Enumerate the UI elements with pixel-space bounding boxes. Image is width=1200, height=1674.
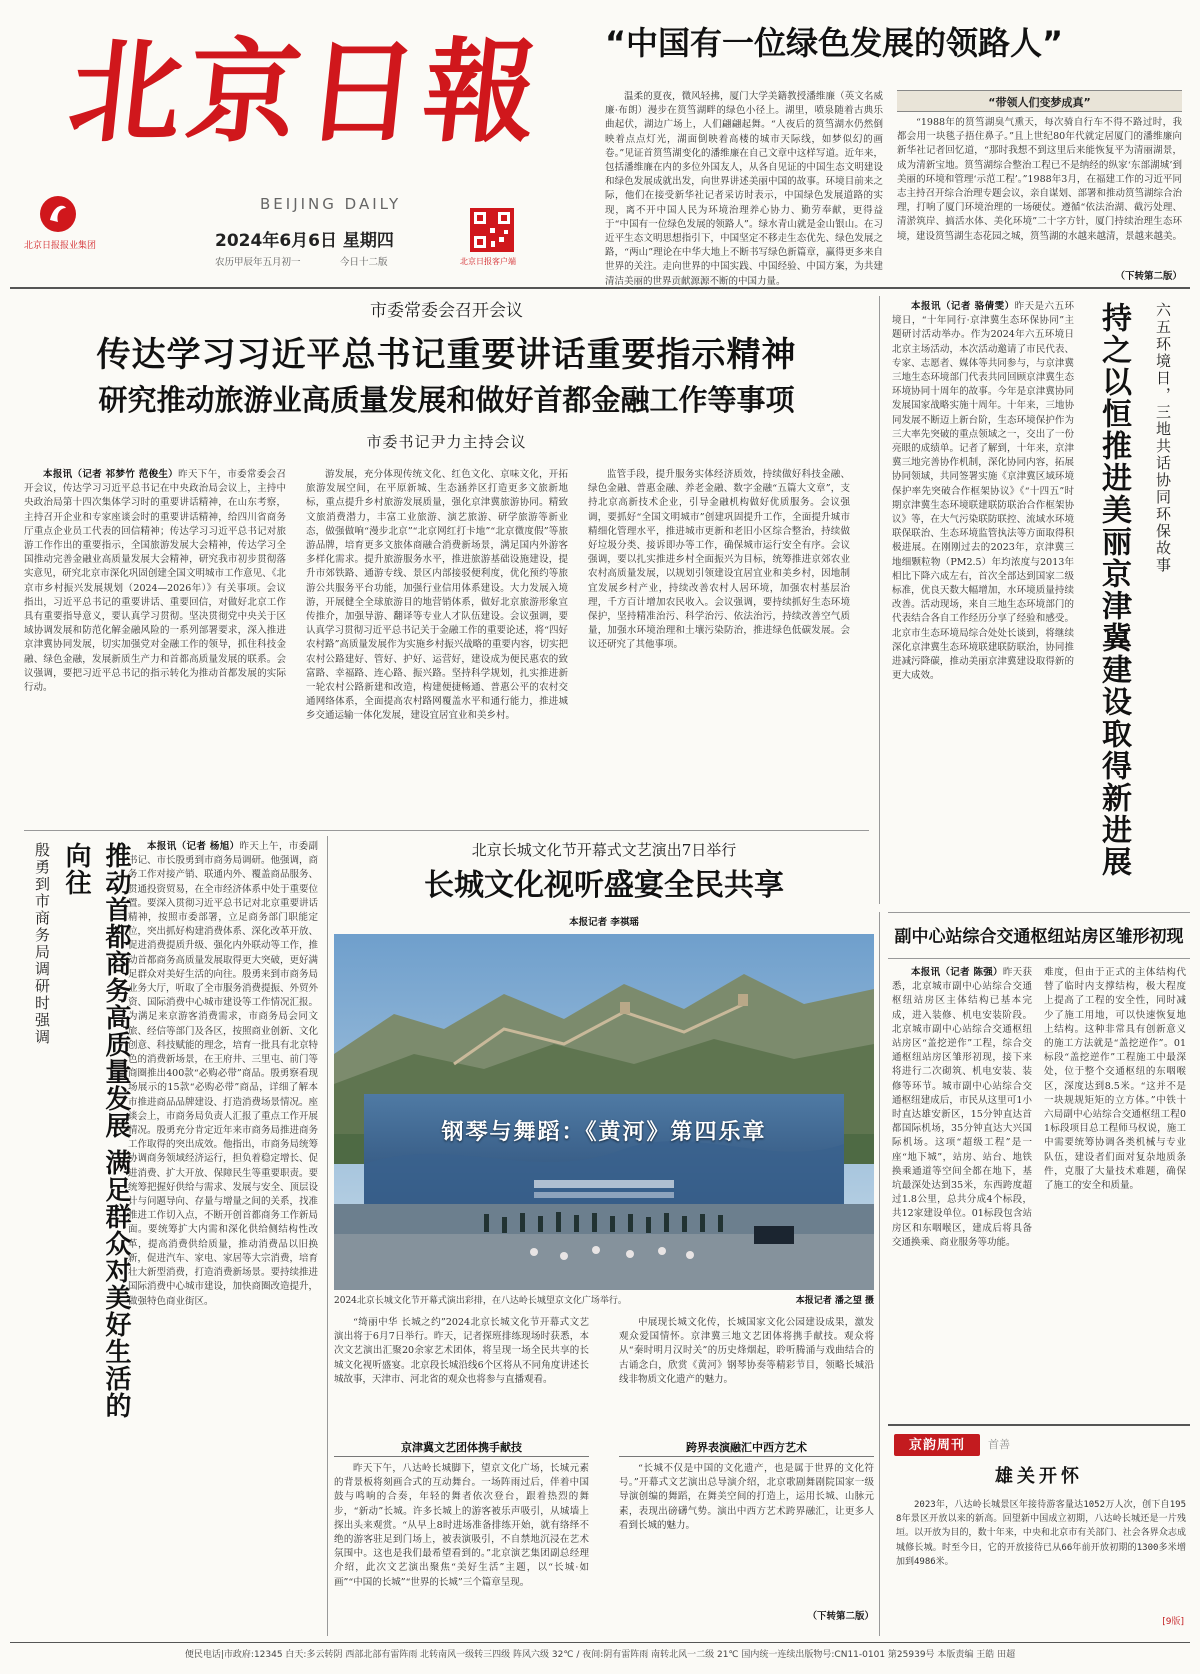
feature-column-1	[334, 1316, 589, 1632]
side-story	[888, 296, 1190, 906]
feature-kicker: 北京长城文化节开幕式文艺演出7日举行	[471, 841, 737, 859]
feature-byline: 本报记者 李祺瑶	[569, 917, 639, 928]
masthead	[10, 8, 570, 280]
side-story-kicker: 六五环境日，三地共话协同环保故事	[1154, 302, 1172, 574]
hub-story-body-right: 难度，但由于正式的主体结构代替了临时内支撑结构，极大程度上提高了工程的安全性，同时减少了施工用地，可以快速恢复地上结构。这种非常具有创新意义的施工方法就是“盖挖逆作”。01标段“盖挖逆作”工程施工中最深处，位于整个交通枢纽的东咽喉区，深度达到8.5米。“这并不是一块规规矩矩的立方体。”中铁十六局副中心站综合交通枢纽工程01标段项目总工程师马权说，施工中需要统筹协调各类机械与专业队伍，建设者们面对复杂地质条件，克服了大量技术难题，确保了施工的安全和质量。	[1044, 967, 1186, 1192]
side-story-byline: 本报讯（记者 骆倩雯）	[911, 301, 1015, 312]
column-box-headline: 雄关开怀	[995, 1466, 1083, 1487]
top-story-subhead-text: “带领人们变梦成真”	[988, 96, 1091, 109]
side-story-body	[892, 300, 1074, 900]
column-box	[888, 1424, 1190, 1638]
masthead-divider	[10, 287, 1190, 289]
right-mid-divider	[888, 912, 1190, 913]
left-story	[24, 836, 324, 1636]
footer-line: 便民电话|市政府:12345 白天:多云转阴 西部北部有雷阵雨 北转南风一级转三四级 阵风六级 32℃ / 夜间:阴有雷阵雨 南转北风一二级 21℃ 国内统一连续出版物号:CN11-0101 第25939号 本版责编 王皓 田超	[184, 1650, 1016, 1660]
lead-right-divider	[879, 296, 880, 904]
group-emblem-icon	[38, 194, 78, 234]
hub-story-body-left	[892, 966, 1032, 1402]
side-story-body-text: 昨天是六五环境日，“十年同行·京津冀生态环保协同”主题研讨活动举办。作为2024年六五环境日北京主场活动，本次活动邀请了市民代表、专家、志愿者、媒体等共同参与，与京津冀三地生态环境部门代表共同回顾京津冀生态环境协同十周年的故事。今年是京津冀协同发展国家战略实施十周年。十年来，三地协同发展不断迈上新台阶，生态环境保护作为三大率先突破的重点领域之一，交出了一份亮眼的成绩单。记者了解到，十年来，京津冀三地完善协作机制，深化协同内容，拓展协同领域，共同签署实施《京津冀区域环境保护率先突破合作框架协议》《“十四五”时期京津冀生态环境联建联防联治合作框架协议》等，在大气污染联防联控、流域水环境联保联治、生态环境监管执法等方面取得积极进展。在刚刚过去的2023年，京津冀三地细颗粒物（PM2.5）年均浓度与2013年相比下降六成左右，首次全部达到国家二级标准，优良天数大幅增加，水环境质量持续改善。活动现场，来自三地生态环境部门的代表结合各自工作经历分享了经验和感受。北京市生态环境局综合处处长谈到，将继续深化京津冀生态环境联建联防联治，协同推进减污降碳，推动美丽京津冀建设取得新的更大成效。	[892, 301, 1074, 682]
feature-column-1-text: “绮丽中华 长城之约”2024北京长城文化节开幕式文艺演出将于6月7日举行。昨天，记者探班排练现场时获悉，本次文艺演出汇聚20余家艺术团体，将呈现一场全民共享的长城文化视听盛宴。北京段长城沿线6个区将从不同角度讲述长城故事，天津市、河北省的观众也将参与直播观看。	[334, 1317, 589, 1385]
lead-column-3: 监管手段，提升服务实体经济质效，持续做好科技金融、绿色金融、普惠金融、养老金融、数字金融“五篇大文章”，支持北京高新技术企业，引导金融机构做好优质服务。会议强调，要抓好“全国文明城市”创建巩固提升工作，全面提升城市精细化管理水平，推进城市更新和老旧小区综合整治，持续做好垃圾分类、接诉即办等工作，确保城市运行安全有序。会议强调，要以扎实推进乡村全面振兴为目标，统筹推进京郊农业农村高质量发展，以规划引领建设宜居宜业和美乡村，因地制宜发展乡村产业，持续改善农村人居环境，加强农村基层治理，千方百计增加农民收入。会议强调，要持续抓好生态环境保护，坚持精准治污、科学治污、依法治污，持续改善空气质量，加强水环境治理和土壤污染防治，推进绿色低碳发展。会议还研究了其他事项。	[588, 469, 850, 651]
feature-headline: 长城文化视听盛宴全民共享	[424, 868, 784, 903]
feature-continued: （下转第二版）	[807, 1611, 874, 1622]
feature-column-1b-text: 昨天下午，八达岭长城脚下，望京文化广场，长城元素的背景板将刻画合式的互动舞台。一场阵雨过后，伴着中国鼓与鸣响的合奏，年轻的舞者依次登台，跟着热烈的舞步，“新动”长城。许多长城上的游客被乐声吸引，从城墙上探出头来观赏。“从早上8时进场准备排练开始，就有络绎不绝的游客驻足到门场上，被表演吸引，不自禁地沉浸在艺术氛围中。这也是我们最希望看到的。”北京演艺集团副总经理介绍，此次文艺演出聚焦“美好生活”主题，以“长城·如画”“中国的长城”“世界的长城”三个篇章呈现。	[334, 1463, 589, 1588]
side-story-headline: 持之以恒推进美丽京津冀建设取得新进展	[1096, 302, 1131, 878]
feature-subhead-2	[619, 1436, 874, 1457]
lead-kicker: 市委常委会召开会议	[370, 301, 523, 321]
column-box-body: 2023年，八达岭长城景区年接待游客量达1052万人次，创下自1958年景区开放以来的新高。回望新中国成立初期，八达岭长城还是一片残垣。以开放为目的，数十年来，中央和北京市有关部门、社会各界众志成城修长城。时至今日，它的开放接待已从66年前开放初期的1300多米增加到4986米。	[896, 1500, 1186, 1567]
lead-story	[24, 296, 869, 826]
mid-divider	[24, 830, 869, 831]
top-story-headline: “中国有一位绿色发展的领路人”	[605, 24, 1064, 62]
top-story-body-left: 温柔的夏夜，微风轻拂，厦门大学美籍教授潘维廉（英文名威廉·布朗）漫步在筼筜湖畔的绿色小径上。湖里，喷泉随着古典乐曲起伏，湖边广场上，人们翩翩起舞。“人夜后的筼筜湖水仍然倒映着点点灯光，湖面倒映着高楼的城市天际线，如梦似幻的画卷。”见证首筼筜湖变化的潘维廉在自己文章中这样写道。近年来，包括潘维廉在内的多位外国友人，从各自见证的中国生态文明建设和绿色发展成就出发，向世界讲述美丽中国的故事。环境目前来之际，他们在接受新华社记者采访时表示，中国绿色发展道路的实现，离不开中国人民为环境治理养心协力、勤劳奉献，更得益于“中国有一位绿色发展的领路人”。绿水青山就是金山银山。在习近平生态文明思想指引下，中国坚定不移走生态优先、绿色发展之路，“两山”理论在中华大地上不断书写绿色新篇章，赢得更多来自世界的关注。走向世界的中国实践、中国经验、中国方案，为共建清洁美丽的世界贡献源源不断的中国力量。	[605, 91, 883, 287]
qr-code[interactable]	[470, 208, 514, 252]
top-story	[605, 14, 1187, 287]
lead-column-1	[24, 468, 286, 814]
left-story-body-text: 昨天上午，市委副书记、市长殷勇到市商务局调研。他强调，商务工作对接产销、联通内外、覆盖商品服务、贯通投资贸易，在全市经济体系中处于重要位置。要深入贯彻习近平总书记对北京重要讲话精神，按照市委部署，立足商务部门职能定位，突出抓好构建消费体系、深化改革开放、促进消费提质升级、强化内外联动等工作，推动首都商务高质量发展取得更大突破，更好满足群众对美好生活的向往。殷勇来到市商务局业务大厅，听取了全市服务消费提振、外贸外资、国际消费中心城市建设等工作情况汇报。为满足来京游客消费需求，市商务局会同文旅、经信等部门及各区，按照商业创新、文化创意、科技赋能的理念，培育一批具有北京特色的消费新场景，在王府井、三里屯、前门等商圈推出400款“必购必带”商品。殷勇察看现场展示的15款“必购必带”商品，详细了解本市推进商品品牌建设、打造消费场景情况。座谈会上，市商务局负责人汇报了重点工作开展情况。殷勇充分肯定近年来市商务局推进商务工作取得的突出成效。他指出，市商务局统筹协调商务领域经济运行，担负着稳定增长、促进消费、扩大开放、保障民生等重要职责。要统筹把握好供给与需求、发展与安全、顶层设计与问题导向、存量与增量之间的关系，找准推进工作切入点，不断开创首都商务工作新局面。要统筹扩大内需和深化供给侧结构性改革，提高消费供给质量，推动消费品以旧换新，促进汽车、家电、家居等大宗消费，培育壮大新型消费，打造消费新场景。要持续推进国际消费中心城市建设，加快商圈改造提升，做强特色商业街区。	[128, 841, 319, 1307]
feature-photo-credit: 本报记者 潘之望 摄	[795, 1296, 874, 1306]
lead-headline-line-2: 研究推动旅游业高质量发展和做好首都金融工作等事项	[98, 383, 795, 417]
feature-column-2b-text: “长城不仅是中国的文化遗产，也是属于世界的文化符号。”开幕式文艺演出总导演介绍，北京歌剧舞剧院国家一级导演创编的舞蹈，在舞美空间的打造上，运用长城、山脉元素，表现出磅礴气势。演出中西方艺术跨界融汇，让更多人看到长城的魅力。	[619, 1463, 874, 1531]
lead-headline-line-1: 传达学习习近平总书记重要讲话重要指示精神	[96, 335, 797, 375]
left-story-body	[128, 840, 318, 1630]
feature-subhead-2-text: 跨界表演融汇中西方艺术	[686, 1441, 807, 1454]
feature-right-divider	[879, 912, 880, 1636]
hub-story-rule	[888, 958, 1190, 959]
edition-count: 今日十二版	[340, 257, 388, 268]
feature-column-2	[619, 1316, 874, 1632]
hub-story-headline: 副中心站综合交通枢纽站房区雏形初现	[894, 927, 1184, 947]
lead-column-1-text: 昨天下午，市委常委会召开会议，传达学习习近平总书记在中央政治局会议上，主持中央政治局第十四次集体学习时的重要讲话精神，在山东考察，主持召开企业和专家座谈会时的重要讲话精神，给四川省商务厅重点企业员工代表的回信精神；传达学习习近平总书记对旅游工作作出的重要指示，全国旅游发展大会精神，传达学习全国推动完善金融业高质量发展大会精神，研究我市初步贯彻落实意见，研究北京市深化巩固创建全国文明城市工作意见、《北京市乡村振兴发展规划（2024—2026年）》有关事项。会议指出，习近平总书记的重要讲话、重要回信，对做好北京工作具有重要指导意义，要认真学习贯彻。坚决贯彻党中央关于区域协调发展和防范化解金融风险的一系列部署要求，深入推进京津冀协同发展，切实加强党对金融工作的领导，抓住科技金融、绿色金融，发展新质生产力和首都高质量发展的联系。会议强调，要把习近平总书记的指示转化为推动首都发展的实际行动。	[24, 469, 286, 694]
photo-stage-banner: 钢琴与舞蹈：《黄河》第四乐章	[441, 1119, 767, 1145]
left-story-byline: 本报讯（记者 杨旭）	[147, 841, 240, 852]
lead-byline: 本报讯（记者 祁梦竹 范俊生）	[43, 469, 179, 480]
top-story-body-right: “1988年的筼筜湖臭气熏天，每次骑自行车不得不路过时，我都会用一块毯子捂住鼻子。”且上世纪80年代就定居厦门的潘维廉向新华社记者回忆道，“那时我想不到这里后来能恢复平为清丽湖景，成为清新宝地。筼筜湖综合整治工程已不是纳经的纵家‘东部湖城’到美丽的环境和管理‘示范工程’。”1988年3月，在福建工作的习近平同志主持召开综合治理专题会议，亲自谋划、部署和推动筼筜湖综合治理，打响了厦门环境治理的一场硬仗。遵循“依法治湖、截污处理、清淤筑岸、搞活水体、美化环境”二十字方针，厦门持续治理生态环境，建设筼筜湖生态花园之城，筼筜湖的水越来越清，景越来越美。	[897, 117, 1183, 242]
hub-story-body-left-text: 昨天获悉，北京城市副中心站综合交通枢纽站房区主体结构已基本完成，进入装修、机电安装阶段。北京城市副中心站综合交通枢纽站房区“盖挖逆作”工程，综合交通枢纽站房区雏形初现，接下来将进行二次砌筑、机电安装、装修等环节。城市副中心站综合交通枢纽建成后，市民从这里可1小时直达雄安新区，15分钟直达首都国际机场，35分钟直达大兴国际机场。这项“超级工程”是一座“地下城”，站房、站台、地铁换乘通道等空间全都在地下，基坑最深处达到35米，东西跨度超过1.8公里，总共分成4个标段，共12家建设单位。01标段包含站房区和东咽喉区，建成后将具备交通换乘、商业服务等功能。	[892, 967, 1032, 1248]
left-story-divider	[327, 836, 328, 1636]
feature-column-2-text: 中展现长城文化传，长城国家文化公园建设成果，激发观众爱国情怀。京津冀三地文艺团体将携手献技。观众将从“秦时明月汉时关”的历史烽烟起，聆听腾涌与戏曲结合的古诵念白，欣赏《黄河》钢琴协奏等精彩节目，领略长城沿线非物质文化遗产的魅力。	[619, 1317, 874, 1385]
left-story-headline: 推动首都商务高质量发展 满足群众对美好生活的向往	[61, 842, 131, 1420]
great-wall-stage-illustration	[334, 934, 874, 1290]
left-story-kicker: 殷勇到市商务局调研时强调	[33, 842, 51, 1046]
feature-photo	[334, 934, 874, 1290]
group-label: 北京日报报业集团	[24, 241, 97, 251]
top-story-continued: （下转第二版）	[1115, 271, 1182, 282]
feature-photo-caption: 2024北京长城文化节开幕式演出彩排，在八达岭长城望京文化广场举行。	[334, 1296, 627, 1306]
issue-date: 2024年6月6日 星期四	[215, 231, 394, 251]
lunar-date: 农历甲辰年五月初一	[215, 257, 301, 268]
lead-column-2: 游发展，充分体现传统文化、红色文化、京味文化，开拓旅游发展空间，在平原新城、生态涵养区打造更多文旅新地标，重点提升乡村旅游发展质量，强化京津冀旅游协同。精致文旅消费潜力，丰富工业旅游、演艺旅游、研学旅游等新业态，做强做响“漫步北京”“北京网红打卡地”“北京微度假”等旅游品牌，培育更多文旅体商融合消费新场景，满足国内外游客多样化需求。提升旅游服务水平，推进旅游基础设施建设，提升市郊铁路、通游专线、景区内部接驳便利度，优化预约等旅游公共服务平台功能，加强行业信用体系建设。大力发展入境游，开展健全全球旅游目的地营销体系，做好北京旅游形象宣传推介，加强导游、翻译等专业人才队伍建设。会议强调，要认真学习贯彻习近平总书记关于金融工作的重要论述，将“四好农村路”高质量发展作为实施乡村振兴战略的重要内容，切实把农村公路建好、管好、护好、运营好，建设成为便民惠农的致富路、幸福路、连心路、振兴路。坚持科学规划，扎实推进新一轮农村公路新建和改造，构建便捷畅通、普惠公平的农村交通网络体系，全面提高农村路网覆盖水平和通行能力，推进城乡交通运输一体化发展，建设宜居宜业和美乡村。	[306, 469, 568, 722]
logo: 北京日報	[63, 27, 549, 158]
footer-divider	[10, 1642, 1190, 1643]
feature-subhead-1	[334, 1436, 589, 1457]
logo-english: BEIJING DAILY	[260, 195, 402, 213]
column-box-tag: 首善	[988, 1438, 1010, 1451]
qr-label: 北京日报客户端	[460, 257, 516, 266]
top-story-subhead	[897, 90, 1182, 112]
feature-subhead-1-text: 京津冀文艺团体携手献技	[401, 1441, 522, 1454]
hub-story	[888, 916, 1190, 1416]
column-box-kicker: 京韵周刊	[908, 1438, 965, 1453]
feature-story	[334, 836, 874, 1636]
column-box-ref[interactable]: [9版]	[1162, 1617, 1184, 1627]
column-box-kicker-bar	[894, 1434, 980, 1456]
hub-story-byline: 本报讯（记者 陈强）	[911, 967, 1003, 978]
lead-subhead: 市委书记尹力主持会议	[366, 433, 527, 451]
